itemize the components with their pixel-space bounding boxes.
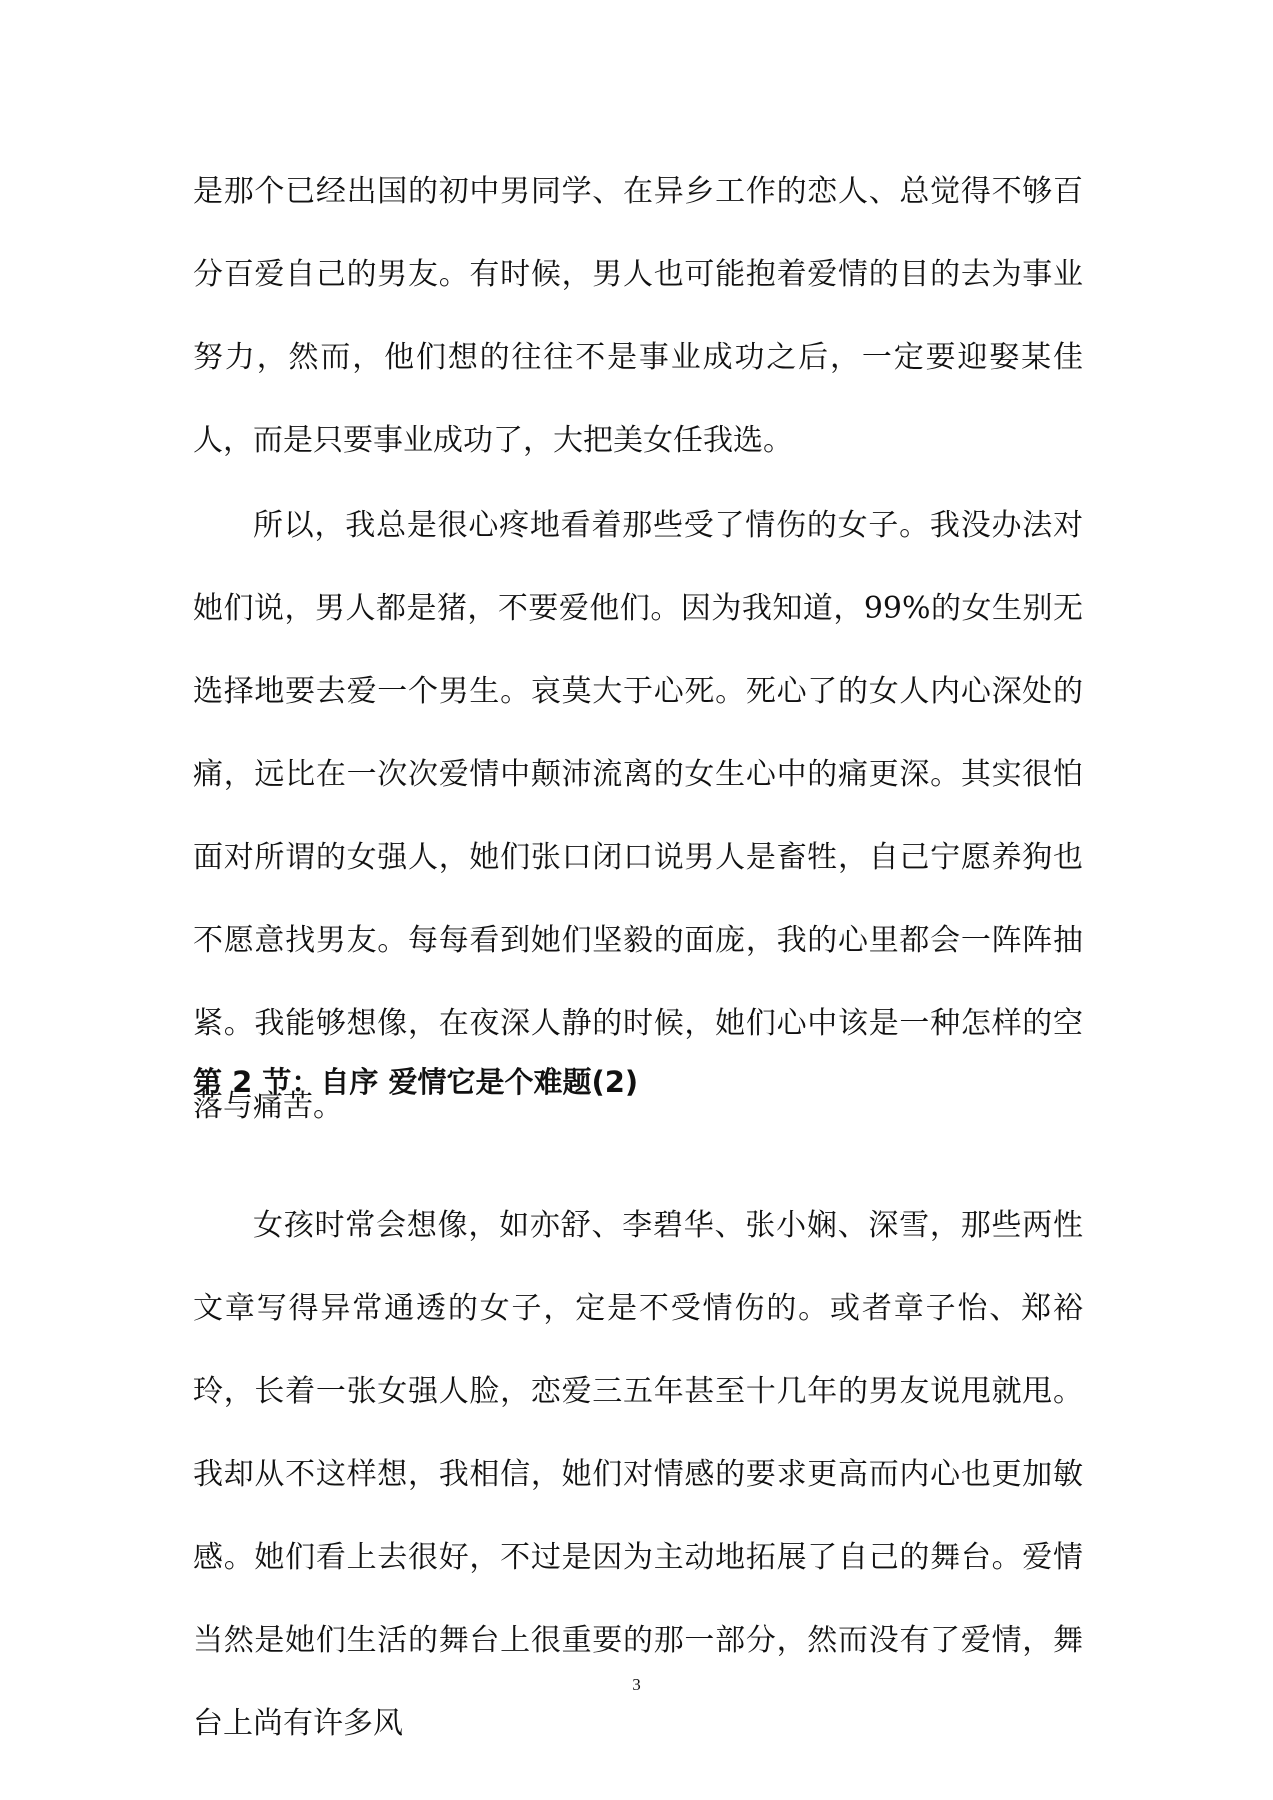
paragraph: 女孩时常会想像，如亦舒、李碧华、张小娴、深雪，那些两性文章写得异常通透的女子，定是不受情伤的。或者章子怡、郑裕玲，长着一张女强人脸，恋爱三五年甚至十几年的男友说甩就甩。我却从不这样想，我相信，她们对情感的要求更高而内心也更加敏感。她们看上去很好，不过是因为主动地拓展了自己的舞台。爱情当然是她们生活的舞台上很重要的那一部分，然而没有了爱情，舞台上尚有许多风: [193, 1208, 1083, 1741]
paragraph-continued: 是那个已经出国的初中男同学、在异乡工作的恋人、总觉得不够百分百爱自己的男友。有时候，男人也可能抱着爱情的目的去为事业努力，然而，他们想的往往不是事业成功之后，一定要迎娶某佳人，而是只要事业成功了，大把美女任我选。: [193, 174, 1083, 458]
page-number: 3: [632, 1675, 641, 1694]
paragraph: 所以，我总是很心疼地看着那些受了情伤的女子。我没办法对她们说，男人都是猪，不要爱他们。因为我知道，99%的女生别无选择地要去爱一个男生。哀莫大于心死。死心了的女人内心深处的痛，远比在一次次爱情中颠沛流离的女生心中的痛更深。其实很怕面对所谓的女强人，她们张口闭口说男人是畜牲，自己宁愿养狗也不愿意找男友。每每看到她们坚毅的面庞，我的心里都会一阵阵抽紧。我能够想像，在夜深人静的时候，她们心中该是一种怎样的空落与痛苦。: [193, 508, 1083, 1124]
section-heading: 第 2 节：自序 爱情它是个难题(2): [193, 1065, 639, 1099]
